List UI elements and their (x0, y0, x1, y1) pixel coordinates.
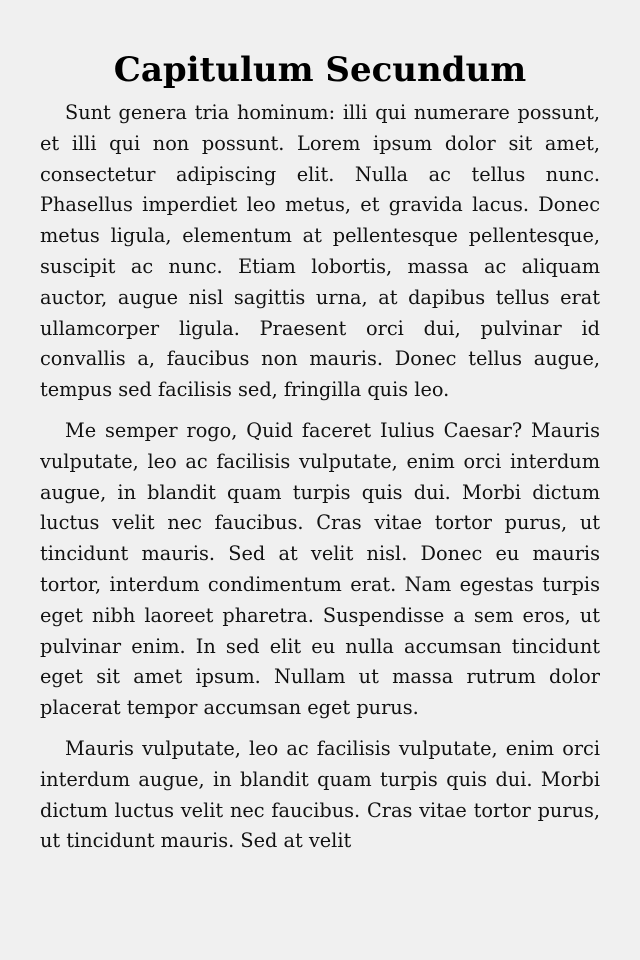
paragraph-3: Mauris vulputate, leo ac facilisis vulputate, enim orci interdum augue, in blandit quam turpis quis dui. Morbi dictum luctus velit nec faucibus. Cras vitae tortor purus, ut tincidunt mauris. Sed at velit (40, 736, 600, 853)
reader-page[interactable] (40, 0, 600, 960)
chapter-title: Capitulum Secundum (113, 50, 527, 90)
paragraph-1: Sunt genera tria hominum: illi qui numerare possunt, et illi qui non possunt. Lorem ipsum dolor sit amet, consectetur adipiscing elit. Nulla ac tellus nunc. Phasellus imperdiet leo metus, et gravida lacus. Donec metus ligula, elementum at pellentesque pellentesque, suscipit ac nunc. Etiam lobortis, massa ac aliquam auctor, augue nisl sagittis urna, at dapibus tellus erat ullamcorper ligula. Praesent orci dui, pulvinar id convallis a, faucibus non mauris. Donec tellus augue, tempus sed facilisis sed, fringilla quis leo. (40, 101, 600, 402)
paragraph-2: Me semper rogo, Quid faceret Iulius Caesar? Mauris vulputate, leo ac facilisis vulputate, enim orci interdum augue, in blandit quam turpis quis dui. Morbi dictum luctus velit nec faucibus. Cras vitae tortor purus, ut tincidunt mauris. Sed at velit nisl. Donec eu mauris tortor, interdum condimentum erat. Nam egestas turpis eget nibh laoreet pharetra. Suspendisse a sem eros, ut pulvinar enim. In sed elit eu nulla accumsan tincidunt eget sit amet ipsum. Nullam ut massa rutrum dolor placerat tempor accumsan eget purus. (40, 418, 600, 720)
